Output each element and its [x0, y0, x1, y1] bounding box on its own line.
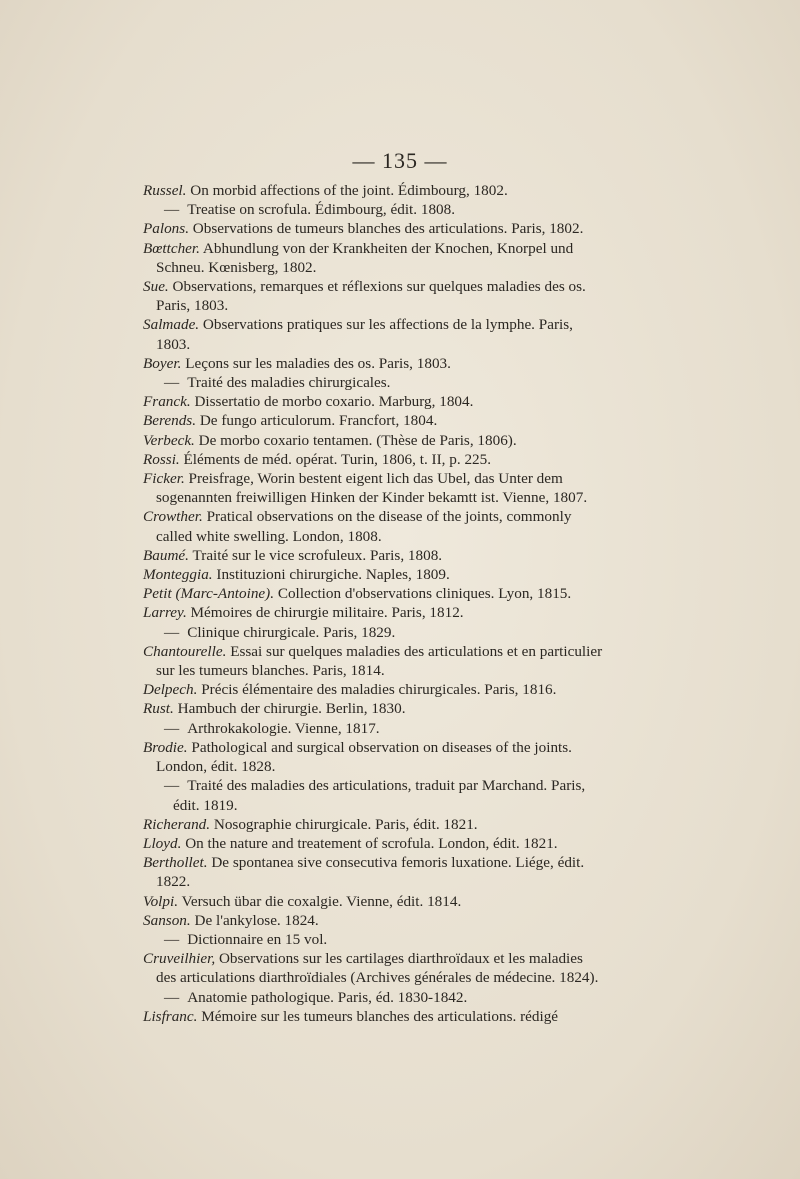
bibliography-entry — [143, 450, 605, 469]
entry-author: Boyer. — [143, 354, 182, 372]
bibliography-entry — [143, 354, 605, 373]
bibliography-entry — [143, 315, 605, 353]
entry-text: On morbid affections of the joint. Édimbourg, 1802. — [190, 182, 508, 199]
bibliography-entry — [143, 988, 605, 1007]
entry-text: Arthrokakologie. Vienne, 1817. — [187, 719, 380, 737]
bibliography-entry — [143, 200, 605, 219]
entry-text: Observations, remarques et réflexions sur quelques maladies des os. Paris, 1803. — [156, 278, 586, 315]
entry-author: Lisfranc. — [143, 1007, 198, 1025]
entry-text: Pratical observations on the disease of the joints, commonly called white swelling. London, 1808. — [156, 508, 572, 545]
entry-text: Éléments de méd. opérat. Turin, 1806, t. II, p. 225. — [183, 450, 492, 468]
bibliography-entry — [143, 373, 605, 392]
bibliography-entry — [143, 277, 605, 315]
entry-author: Chantourelle. — [143, 642, 227, 660]
entry-author: Cruveilhier, — [143, 950, 216, 968]
entry-author: Verbeck. — [143, 431, 195, 449]
ditto-dash: — — [164, 988, 180, 1006]
bibliography-entry — [143, 546, 605, 565]
bibliography-entry — [143, 181, 605, 200]
entry-text: On the nature and treatement of scrofula. London, édit. 1821. — [185, 834, 558, 852]
entry-author: Larrey. — [143, 604, 187, 622]
entry-text: Dictionnaire en 15 vol. — [187, 930, 328, 948]
bibliography-entry — [143, 1007, 605, 1026]
bibliography-entry — [143, 431, 605, 450]
entry-text: Mémoires de chirurgie militaire. Paris, 1812. — [190, 604, 464, 622]
entry-author: Brodie. — [143, 738, 188, 756]
bibliography-entry — [143, 239, 605, 277]
bibliography-entry — [143, 411, 605, 430]
entry-author: Salmade. — [143, 316, 200, 334]
entry-text: Preisfrage, Worin bestent eigent lich das Ubel, das Unter dem sogenannten freiwilligen Hinken der Kinder bekamtt ist. Vienne, 1807. — [156, 470, 588, 507]
entry-author: Franck. — [143, 393, 191, 411]
entry-text: Observations de tumeurs blanches des articulations. Paris, 1802. — [192, 220, 584, 238]
entry-author: Lloyd. — [143, 834, 182, 852]
bibliography-entry — [143, 699, 605, 718]
bibliography-entry — [143, 603, 605, 622]
bibliography-entry — [143, 911, 605, 930]
bibliography-entry — [143, 815, 605, 834]
entry-author: Petit (Marc-Antoine). — [143, 585, 275, 603]
bibliography-entry — [143, 392, 605, 411]
entry-text: Observations sur les cartilages diarthroïdaux et les maladies des articulations diarthroïdiales (Archives générales de médecine. 1824). — [156, 950, 599, 987]
entry-author: Sue. — [143, 278, 169, 296]
bibliography-entry — [143, 776, 605, 814]
entry-text: De spontanea sive consecutiva femoris luxatione. Liége, édit. 1822. — [156, 854, 585, 891]
ditto-dash: — — [164, 374, 180, 392]
entry-text: Traité des maladies des articulations, traduit par Marchand. Paris, édit. 1819. — [173, 777, 586, 814]
bibliography-entry — [143, 507, 605, 545]
entry-text: Treatise on scrofula. Édimbourg, édit. 1808. — [187, 201, 456, 219]
entry-author: Berthollet. — [143, 854, 208, 872]
entry-text: Traité sur le vice scrofuleux. Paris, 1808. — [192, 546, 443, 564]
entry-author: Ficker. — [143, 470, 185, 488]
entry-author: Delpech. — [143, 681, 198, 699]
entry-text: Clinique chirurgicale. Paris, 1829. — [187, 623, 396, 641]
ditto-dash: — — [164, 930, 180, 948]
bibliography-entry — [143, 738, 605, 776]
entry-text: Anatomie pathologique. Paris, éd. 1830-1842. — [187, 988, 468, 1006]
bibliography-list — [143, 181, 605, 1026]
ditto-dash: — — [164, 719, 180, 737]
entry-text: Pathological and surgical observation on diseases of the joints. London, édit. 1828. — [156, 738, 572, 776]
entry-author: Baumé. — [143, 546, 189, 564]
ditto-dash: — — [164, 777, 180, 795]
bibliography-entry — [143, 565, 605, 584]
bibliography-entry — [143, 642, 605, 680]
entry-text: De morbo coxario tentamen. (Thèse de Paris, 1806). — [198, 431, 517, 449]
entry-text: Versuch übar die coxalgie. Vienne, édit. 1814. — [181, 892, 462, 910]
entry-author: Russel. — [143, 182, 187, 199]
entry-text: Traité des maladies chirurgicales. — [187, 374, 391, 392]
bibliography-entry — [143, 680, 605, 699]
bibliography-entry — [143, 623, 605, 642]
bibliography-entry — [143, 834, 605, 853]
entry-author: Crowther. — [143, 508, 203, 526]
bibliography-entry — [143, 892, 605, 911]
entry-author: Volpi. — [143, 892, 179, 910]
entry-text: Dissertatio de morbo coxario. Marburg, 1804. — [194, 393, 474, 411]
page-number: — 135 — — [352, 148, 448, 173]
bibliography-entry — [143, 469, 605, 507]
ditto-dash: — — [164, 201, 180, 219]
entry-text: Nosographie chirurgicale. Paris, édit. 1821. — [213, 815, 478, 833]
bibliography-entry — [143, 219, 605, 238]
entry-text: Instituzioni chirurgiche. Naples, 1809. — [216, 566, 450, 584]
ditto-dash: — — [164, 623, 180, 641]
entry-text: Collection d'observations cliniques. Lyon, 1815. — [277, 585, 572, 603]
entry-author: Bœttcher. — [143, 239, 200, 257]
entry-text: De l'ankylose. 1824. — [194, 911, 319, 929]
entry-text: Précis élémentaire des maladies chirurgicales. Paris, 1816. — [201, 681, 557, 699]
entry-author: Palons. — [143, 220, 189, 238]
entry-author: Rust. — [143, 700, 174, 718]
bibliography-entry — [143, 930, 605, 949]
entry-author: Richerand. — [143, 815, 211, 833]
entry-text: Mémoire sur les tumeurs blanches des articulations. rédigé — [201, 1007, 559, 1025]
entry-text: Essai sur quelques maladies des articulations et en particulier sur les tumeurs blanches. Paris, 1814. — [156, 642, 603, 680]
entry-text: De fungo articulorum. Francfort, 1804. — [199, 412, 438, 430]
entry-text: Leçons sur les maladies des os. Paris, 1803. — [185, 354, 451, 372]
entry-author: Monteggia. — [143, 566, 213, 584]
entry-author: Sanson. — [143, 911, 191, 929]
entry-text: Hambuch der chirurgie. Berlin, 1830. — [177, 700, 406, 718]
bibliography-entry — [143, 584, 605, 603]
entry-text: Abhundlung von der Krankheiten der Knochen, Knorpel und Schneu. Kœnisberg, 1802. — [156, 239, 574, 276]
bibliography-entry — [143, 853, 605, 891]
entry-author: Rossi. — [143, 450, 180, 468]
bibliography-entry — [143, 949, 605, 987]
entry-text: Observations pratiques sur les affections de la lymphe. Paris, 1803. — [156, 316, 573, 353]
bibliography-entry — [143, 719, 605, 738]
entry-author: Berends. — [143, 412, 197, 430]
